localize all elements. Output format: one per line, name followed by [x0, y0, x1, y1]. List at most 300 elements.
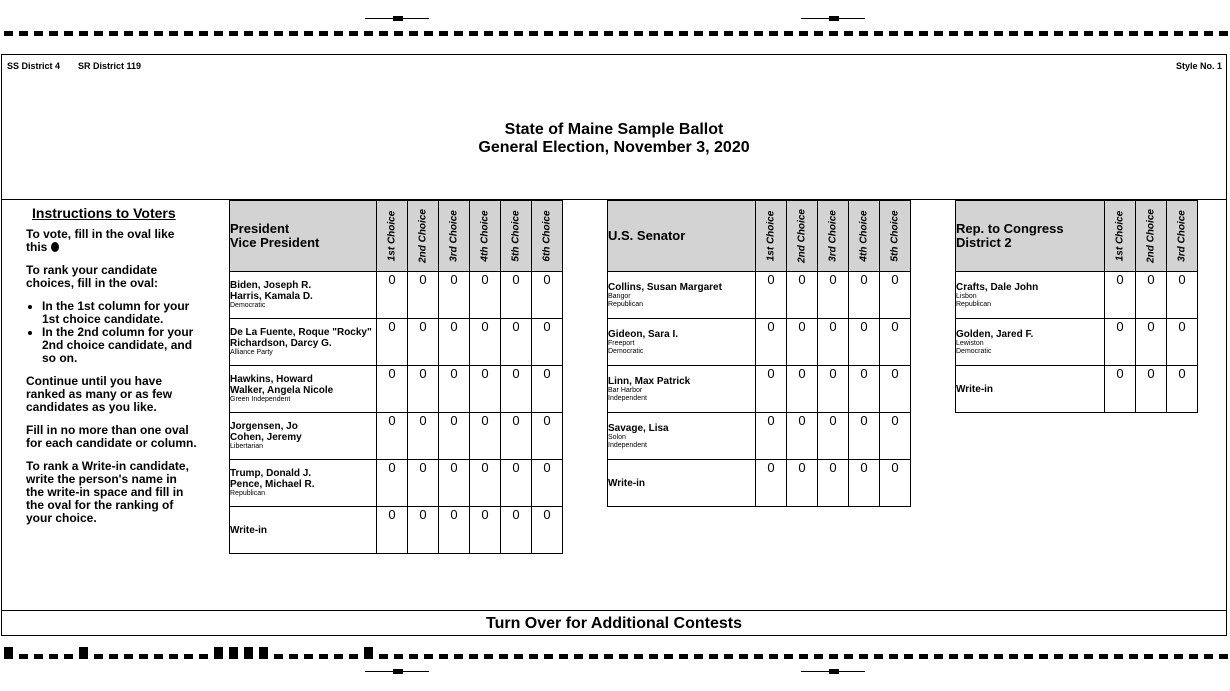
timing-mark: [514, 654, 523, 659]
timing-mark: [49, 654, 58, 659]
timing-mark: [244, 647, 253, 659]
ranking-oval[interactable]: 0: [818, 272, 849, 319]
timing-mark: [724, 31, 733, 36]
choice-label: 5th Choice: [510, 210, 522, 262]
ranking-oval[interactable]: 0: [787, 460, 818, 507]
timing-mark: [394, 654, 403, 659]
ranking-oval[interactable]: 0: [1167, 319, 1198, 366]
office-title: [230, 201, 377, 272]
contest-rep-to-congress: [955, 200, 1198, 413]
ranking-oval[interactable]: 0: [501, 507, 532, 554]
ranking-oval[interactable]: 0: [439, 507, 470, 554]
candidate-row: [608, 272, 911, 319]
candidate-residence: Bar Harbor: [608, 386, 643, 394]
timing-mark: [1024, 654, 1033, 659]
ranking-oval[interactable]: 0: [532, 319, 563, 366]
instructions-bullets: [26, 300, 198, 365]
choice-column-header: [501, 201, 532, 272]
timing-mark: [769, 654, 778, 659]
candidate-residence: Bangor: [608, 292, 631, 300]
timing-mark: [259, 31, 268, 36]
ranking-oval[interactable]: 0: [880, 460, 911, 507]
ranking-oval[interactable]: 0: [787, 366, 818, 413]
timing-mark: [934, 31, 943, 36]
choice-label: 3rd Choice: [448, 210, 460, 262]
ranking-oval[interactable]: 0: [787, 319, 818, 366]
timing-mark: [1084, 31, 1093, 36]
office-title-line: Rep. to Congress: [956, 221, 1064, 236]
candidate-name: Hawkins, Howard: [230, 374, 313, 385]
timing-mark: [484, 654, 493, 659]
candidate-party: Alliance Party: [230, 349, 273, 356]
ranking-oval[interactable]: 0: [787, 413, 818, 460]
ranking-oval[interactable]: 0: [377, 272, 408, 319]
timing-mark: [679, 654, 688, 659]
timing-mark: [769, 31, 778, 36]
timing-mark: [349, 31, 358, 36]
choice-label: 3rd Choice: [1176, 210, 1188, 262]
ranking-oval[interactable]: 0: [470, 460, 501, 507]
ranking-oval[interactable]: 0: [408, 413, 439, 460]
timing-mark: [454, 31, 463, 36]
timing-mark: [1099, 654, 1108, 659]
timing-mark: [499, 654, 508, 659]
ranking-oval[interactable]: 0: [377, 366, 408, 413]
timing-mark: [664, 654, 673, 659]
ranking-oval[interactable]: 0: [377, 507, 408, 554]
timing-mark: [874, 654, 883, 659]
ballot-title-line1: State of Maine Sample Ballot: [504, 121, 724, 138]
ranking-oval[interactable]: 0: [470, 272, 501, 319]
ranking-oval[interactable]: 0: [880, 272, 911, 319]
timing-mark: [64, 654, 73, 659]
ranking-oval[interactable]: 0: [880, 366, 911, 413]
ranking-oval[interactable]: 0: [377, 460, 408, 507]
ranking-oval[interactable]: 0: [408, 460, 439, 507]
timing-mark: [949, 31, 958, 36]
timing-mark: [154, 31, 163, 36]
candidate-cell: [230, 366, 377, 413]
ranking-oval[interactable]: 0: [501, 413, 532, 460]
choice-label: 2nd Choice: [796, 209, 808, 263]
ranking-oval[interactable]: 0: [818, 366, 849, 413]
registration-mark-bottom-left: [365, 671, 429, 672]
timing-mark: [1129, 654, 1138, 659]
timing-mark: [814, 654, 823, 659]
ranking-oval[interactable]: 0: [470, 507, 501, 554]
choice-column-header: [1167, 201, 1198, 272]
timing-mark: [214, 31, 223, 36]
timing-mark: [964, 31, 973, 36]
running-mate-name: Cohen, Jeremy: [230, 432, 302, 443]
timing-mark: [79, 647, 88, 659]
timing-mark: [154, 654, 163, 659]
timing-mark: [574, 654, 583, 659]
ranking-oval[interactable]: 0: [756, 319, 787, 366]
timing-mark: [199, 654, 208, 659]
timing-mark: [634, 31, 643, 36]
choice-label: 5th Choice: [889, 210, 901, 262]
ranking-oval[interactable]: 0: [439, 319, 470, 366]
ranking-oval[interactable]: 0: [408, 507, 439, 554]
candidate-row: [608, 413, 911, 460]
timing-mark: [709, 31, 718, 36]
timing-mark: [1219, 31, 1228, 36]
timing-mark: [649, 654, 658, 659]
candidate-party: Democratic: [230, 302, 266, 309]
timing-mark: [49, 31, 58, 36]
ranking-oval[interactable]: 0: [1136, 319, 1167, 366]
timing-mark: [619, 654, 628, 659]
ranking-oval[interactable]: 0: [532, 460, 563, 507]
ranking-oval[interactable]: 0: [377, 413, 408, 460]
choice-column-header: [1105, 201, 1136, 272]
timing-mark: [694, 654, 703, 659]
timing-mark: [274, 654, 283, 659]
candidate-cell: [230, 272, 377, 319]
timing-mark: [364, 31, 373, 36]
timing-mark: [739, 654, 748, 659]
timing-mark: [304, 31, 313, 36]
timing-mark: [544, 31, 553, 36]
candidate-cell: [608, 366, 756, 413]
timing-mark: [1174, 31, 1183, 36]
timing-mark: [289, 654, 298, 659]
candidate-cell: [230, 413, 377, 460]
timing-mark: [1039, 654, 1048, 659]
candidate-row: [230, 366, 563, 413]
contest-president: [229, 200, 563, 554]
choice-column-header: [880, 201, 911, 272]
timing-mark: [664, 31, 673, 36]
ranking-oval[interactable]: 0: [470, 319, 501, 366]
office-title-line: President: [230, 221, 290, 236]
instructions-fill-oval: To vote, fill in the oval like this: [26, 227, 175, 254]
office-title-line: U.S. Senator: [608, 228, 686, 243]
instructions-rank: To rank your candidate choices, fill in the oval:: [26, 263, 159, 290]
ranking-oval[interactable]: 0: [532, 272, 563, 319]
timing-mark: [889, 31, 898, 36]
timing-mark: [274, 31, 283, 36]
candidate-name: Write-in: [956, 383, 994, 395]
running-mate-name: Walker, Angela Nicole: [230, 385, 334, 396]
timing-mark: [4, 647, 13, 659]
choice-column-header: [787, 201, 818, 272]
timing-mark: [1189, 654, 1198, 659]
timing-mark: [1114, 31, 1123, 36]
ranking-oval[interactable]: 0: [408, 319, 439, 366]
timing-mark: [649, 31, 658, 36]
ranking-oval[interactable]: 0: [1167, 272, 1198, 319]
ranking-oval[interactable]: 0: [439, 413, 470, 460]
ranking-oval[interactable]: 0: [849, 272, 880, 319]
ranking-oval[interactable]: 0: [470, 413, 501, 460]
timing-mark: [484, 31, 493, 36]
ranking-oval[interactable]: 0: [880, 319, 911, 366]
timing-mark: [124, 31, 133, 36]
timing-mark: [1009, 31, 1018, 36]
timing-mark: [109, 654, 118, 659]
ranking-oval[interactable]: 0: [1167, 366, 1198, 413]
timing-mark: [199, 31, 208, 36]
ranking-oval[interactable]: 0: [756, 366, 787, 413]
filled-oval-icon: [51, 242, 59, 252]
candidate-row: [230, 413, 563, 460]
timing-mark: [439, 654, 448, 659]
ranking-oval[interactable]: 0: [1105, 366, 1136, 413]
timing-mark: [724, 654, 733, 659]
candidate-cell: [608, 460, 756, 507]
candidate-party: Libertarian: [230, 443, 264, 450]
candidate-cell: [230, 507, 377, 554]
timing-mark: [229, 647, 238, 659]
timing-mark: [409, 654, 418, 659]
timing-mark: [109, 31, 118, 36]
ranking-oval[interactable]: 0: [1105, 272, 1136, 319]
running-mate-name: Pence, Michael R.: [230, 479, 315, 490]
ranking-oval[interactable]: 0: [501, 366, 532, 413]
candidate-cell: [956, 319, 1105, 366]
timing-mark: [259, 647, 268, 659]
candidate-name: Write-in: [230, 524, 268, 536]
choice-label: 1st Choice: [1114, 210, 1126, 262]
candidate-name: Savage, Lisa: [608, 422, 669, 434]
timing-mark: [334, 31, 343, 36]
timing-mark: [964, 654, 973, 659]
ranking-oval[interactable]: 0: [756, 272, 787, 319]
ranking-oval[interactable]: 0: [849, 319, 880, 366]
candidate-cell: [956, 272, 1105, 319]
choice-label: 2nd Choice: [1145, 209, 1157, 263]
candidate-party: Democratic: [956, 347, 992, 355]
timing-mark: [574, 31, 583, 36]
ranking-oval[interactable]: 0: [818, 319, 849, 366]
timing-mark: [1144, 31, 1153, 36]
candidate-party: Democratic: [608, 347, 644, 355]
ranking-oval[interactable]: 0: [787, 272, 818, 319]
candidate-name: Crafts, Dale John: [956, 281, 1039, 293]
choice-label: 3rd Choice: [827, 210, 839, 262]
registration-mark-top-right: [801, 18, 865, 19]
timing-mark: [1069, 654, 1078, 659]
timing-mark: [64, 31, 73, 36]
timing-mark: [409, 31, 418, 36]
timing-mark: [1159, 654, 1168, 659]
ranking-oval[interactable]: 0: [470, 366, 501, 413]
ranking-oval[interactable]: 0: [532, 507, 563, 554]
timing-mark: [124, 654, 133, 659]
ranking-oval[interactable]: 0: [1136, 272, 1167, 319]
ranking-oval[interactable]: 0: [818, 460, 849, 507]
choice-label: 4th Choice: [479, 210, 491, 262]
timing-mark: [874, 31, 883, 36]
timing-mark: [19, 31, 28, 36]
timing-mark: [979, 31, 988, 36]
timing-mark: [1144, 654, 1153, 659]
timing-mark: [994, 654, 1003, 659]
candidate-row: [608, 460, 911, 507]
candidate-party: Independent: [608, 394, 647, 402]
ranking-oval[interactable]: 0: [1136, 366, 1167, 413]
timing-mark: [1054, 31, 1063, 36]
choice-column-header: [849, 201, 880, 272]
choice-label: 4th Choice: [858, 210, 870, 262]
timing-mark: [544, 654, 553, 659]
candidate-row: [956, 272, 1198, 319]
timing-mark: [1054, 654, 1063, 659]
instructions-heading: Instructions to Voters: [32, 205, 176, 221]
choice-column-header: [532, 201, 563, 272]
candidate-name: Write-in: [608, 477, 646, 489]
candidate-cell: [230, 319, 377, 366]
ranking-oval[interactable]: 0: [501, 272, 532, 319]
candidate-party: Republican: [230, 490, 266, 497]
timing-mark: [1189, 31, 1198, 36]
contest-us-senator: [607, 200, 911, 507]
timing-mark: [1009, 654, 1018, 659]
ranking-oval[interactable]: 0: [1105, 319, 1136, 366]
candidate-row: [956, 319, 1198, 366]
timing-mark: [469, 654, 478, 659]
timing-mark: [289, 31, 298, 36]
timing-mark: [184, 31, 193, 36]
timing-mark: [844, 31, 853, 36]
timing-mark: [1204, 654, 1213, 659]
ranking-oval[interactable]: 0: [439, 366, 470, 413]
timing-mark: [589, 654, 598, 659]
timing-mark: [469, 31, 478, 36]
candidate-cell: [230, 460, 377, 507]
timing-marks-top: [0, 31, 1230, 36]
timing-mark: [784, 654, 793, 659]
timing-mark: [709, 654, 718, 659]
timing-mark: [1129, 31, 1138, 36]
timing-mark: [19, 654, 28, 659]
timing-mark: [679, 31, 688, 36]
instructions-limit: Fill in no more than one oval for each candidate or column.: [26, 423, 197, 450]
candidate-cell: [608, 413, 756, 460]
timing-mark: [1174, 654, 1183, 659]
district-header: [7, 61, 141, 71]
timing-mark: [169, 654, 178, 659]
choice-column-header: [1136, 201, 1167, 272]
ranking-oval[interactable]: 0: [532, 366, 563, 413]
ss-district: SS District 4: [7, 61, 61, 71]
ranking-oval[interactable]: 0: [501, 460, 532, 507]
timing-mark: [949, 654, 958, 659]
office-title-line: Vice President: [230, 235, 320, 250]
instructions-continue: Continue until you have ranked as many or as few candidates as you like.: [26, 374, 173, 414]
choice-column-header: [756, 201, 787, 272]
timing-mark: [34, 654, 43, 659]
ranking-oval[interactable]: 0: [377, 319, 408, 366]
timing-mark: [994, 31, 1003, 36]
ballot-title-line2: General Election, November 3, 2020: [478, 139, 750, 156]
timing-mark: [604, 31, 613, 36]
timing-mark: [34, 31, 43, 36]
timing-mark: [799, 31, 808, 36]
candidate-row: [608, 366, 911, 413]
candidate-row: [230, 460, 563, 507]
timing-mark: [799, 654, 808, 659]
timing-mark: [754, 31, 763, 36]
timing-mark: [919, 654, 928, 659]
ranking-oval[interactable]: 0: [439, 272, 470, 319]
ranking-oval[interactable]: 0: [408, 272, 439, 319]
timing-mark: [919, 31, 928, 36]
timing-mark: [499, 31, 508, 36]
timing-mark: [559, 654, 568, 659]
ranking-oval[interactable]: 0: [532, 413, 563, 460]
ranking-oval[interactable]: 0: [849, 460, 880, 507]
timing-mark: [349, 654, 358, 659]
ranking-oval[interactable]: 0: [849, 413, 880, 460]
candidate-cell: [956, 366, 1105, 413]
candidate-party: Independent: [608, 441, 647, 449]
choice-label: 2nd Choice: [417, 209, 429, 263]
timing-mark: [529, 31, 538, 36]
timing-mark: [559, 31, 568, 36]
ranking-oval[interactable]: 0: [501, 319, 532, 366]
timing-mark: [1204, 31, 1213, 36]
instructions-panel: [26, 207, 198, 535]
choice-column-header: [470, 201, 501, 272]
timing-mark: [304, 654, 313, 659]
candidate-name: Gideon, Sara I.: [608, 328, 679, 340]
timing-mark: [394, 31, 403, 36]
candidate-residence: Lisbon: [956, 292, 977, 300]
candidate-name: Linn, Max Patrick: [608, 375, 691, 387]
timing-mark: [319, 31, 328, 36]
ranking-oval[interactable]: 0: [408, 366, 439, 413]
timing-mark: [529, 654, 538, 659]
office-title: [956, 201, 1105, 272]
timing-mark: [934, 654, 943, 659]
ranking-oval[interactable]: 0: [439, 460, 470, 507]
registration-mark-top-left: [365, 18, 429, 19]
timing-mark: [619, 31, 628, 36]
candidate-name: Golden, Jared F.: [956, 328, 1034, 340]
ballot-body: [1, 54, 1227, 636]
timing-mark: [514, 31, 523, 36]
turn-over-notice: Turn Over for Additional Contests: [485, 615, 742, 632]
candidate-name: Biden, Joseph R.: [230, 280, 312, 291]
timing-mark: [169, 31, 178, 36]
timing-mark: [229, 31, 238, 36]
ranking-oval[interactable]: 0: [849, 366, 880, 413]
candidate-name: Trump, Donald J.: [230, 468, 312, 479]
ranking-oval[interactable]: 0: [818, 413, 849, 460]
choice-label: 1st Choice: [386, 210, 398, 262]
timing-mark: [244, 31, 253, 36]
timing-mark: [979, 654, 988, 659]
ranking-oval[interactable]: 0: [756, 413, 787, 460]
candidate-row: [608, 319, 911, 366]
candidate-row: [230, 319, 563, 366]
timing-mark: [604, 654, 613, 659]
timing-mark: [214, 647, 223, 659]
timing-mark: [1069, 31, 1078, 36]
registration-mark-bottom-right: [801, 671, 865, 672]
timing-mark: [79, 31, 88, 36]
candidate-cell: [608, 272, 756, 319]
timing-mark: [424, 31, 433, 36]
timing-mark: [4, 31, 13, 36]
ranking-oval[interactable]: 0: [880, 413, 911, 460]
candidate-residence: Solon: [608, 433, 626, 441]
ranking-oval[interactable]: 0: [756, 460, 787, 507]
timing-mark: [1159, 31, 1168, 36]
